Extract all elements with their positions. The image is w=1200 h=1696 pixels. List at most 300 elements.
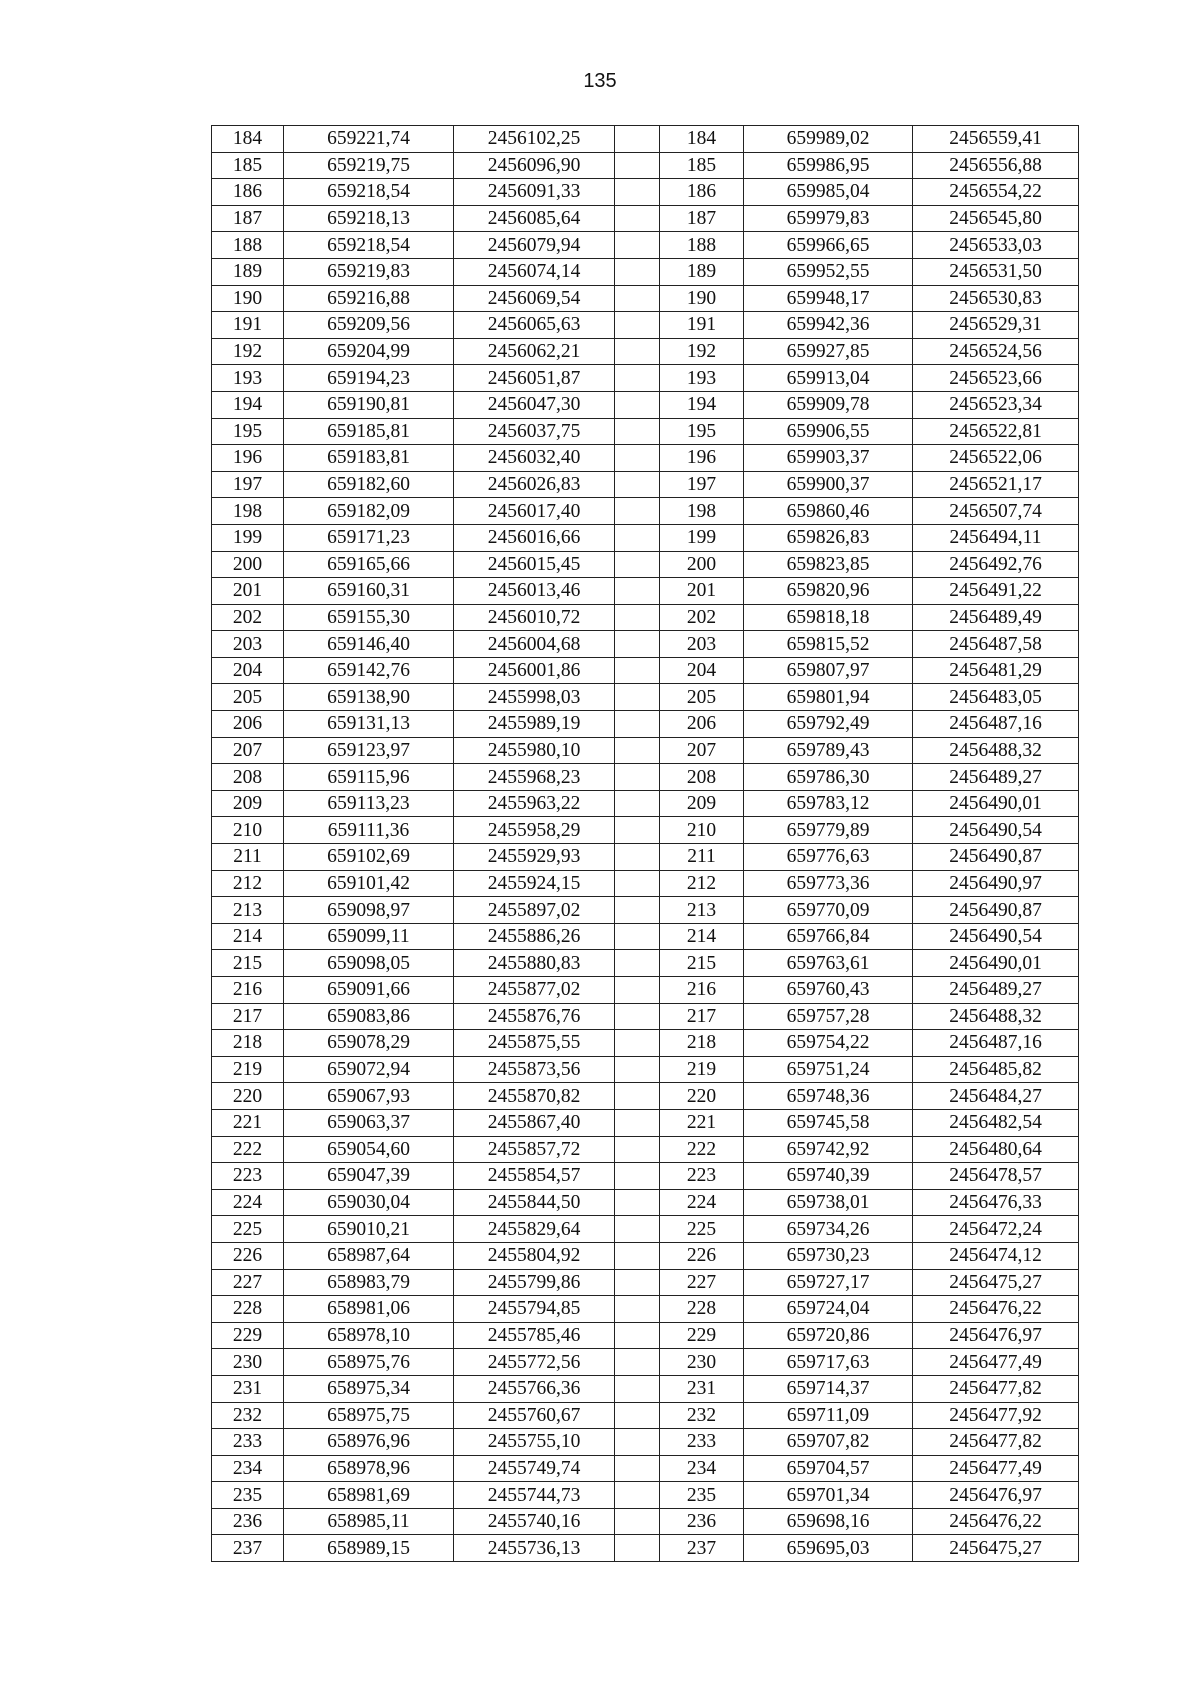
x-coordinate-cell: 659171,23 [284,524,454,551]
spacer-cell-cell [615,711,660,738]
spacer-cell-cell [615,1003,660,1030]
x-coordinate-cell: 659730,23 [744,1242,913,1269]
point-number-cell: 185 [660,152,744,179]
y-coordinate-cell: 2456524,56 [913,338,1079,365]
y-coordinate-cell: 2455924,15 [454,870,615,897]
x-coordinate-cell: 659789,43 [744,737,913,764]
spacer-cell-cell [615,1216,660,1243]
y-coordinate-cell: 2456521,17 [913,471,1079,498]
x-coordinate-cell: 659091,66 [284,977,454,1004]
y-coordinate-cell: 2456480,64 [913,1136,1079,1163]
point-number-cell: 219 [660,1056,744,1083]
x-coordinate-cell: 659218,13 [284,205,454,232]
point-number-cell: 199 [212,524,284,551]
x-coordinate-cell: 659098,97 [284,897,454,924]
x-coordinate-cell: 659204,99 [284,338,454,365]
y-coordinate-cell: 2456079,94 [454,232,615,259]
table-row [212,1003,1079,1030]
x-coordinate-cell: 659714,37 [744,1375,913,1402]
y-coordinate-cell: 2456001,86 [454,657,615,684]
point-number-cell: 186 [212,179,284,206]
x-coordinate-cell: 659099,11 [284,923,454,950]
point-number-cell: 191 [660,312,744,339]
y-coordinate-cell: 2455844,50 [454,1189,615,1216]
table-row [212,950,1079,977]
spacer-cell-cell [615,844,660,871]
x-coordinate-cell: 659711,09 [744,1402,913,1429]
table-row [212,1455,1079,1482]
y-coordinate-cell: 2455766,36 [454,1375,615,1402]
point-number-cell: 217 [660,1003,744,1030]
point-number-cell: 203 [660,631,744,658]
point-number-cell: 190 [660,285,744,312]
y-coordinate-cell: 2456069,54 [454,285,615,312]
x-coordinate-cell: 658989,15 [284,1535,454,1562]
table-row [212,205,1079,232]
table-row [212,737,1079,764]
table-row [212,126,1079,153]
y-coordinate-cell: 2456476,97 [913,1322,1079,1349]
spacer-cell-cell [615,764,660,791]
x-coordinate-cell: 658975,76 [284,1349,454,1376]
point-number-cell: 220 [212,1083,284,1110]
y-coordinate-cell: 2456494,11 [913,524,1079,551]
spacer-cell-cell [615,1030,660,1057]
y-coordinate-cell: 2456554,22 [913,179,1079,206]
spacer-cell-cell [615,1109,660,1136]
y-coordinate-cell: 2455794,85 [454,1296,615,1323]
spacer-cell-cell [615,365,660,392]
x-coordinate-cell: 659913,04 [744,365,913,392]
y-coordinate-cell: 2456489,27 [913,764,1079,791]
x-coordinate-cell: 658981,69 [284,1482,454,1509]
x-coordinate-cell: 658987,64 [284,1242,454,1269]
table-row [212,312,1079,339]
x-coordinate-cell: 659131,13 [284,711,454,738]
point-number-cell: 221 [212,1109,284,1136]
y-coordinate-cell: 2456475,27 [913,1535,1079,1562]
point-number-cell: 215 [660,950,744,977]
y-coordinate-cell: 2456489,27 [913,977,1079,1004]
spacer-cell-cell [615,1402,660,1429]
y-coordinate-cell: 2456489,49 [913,604,1079,631]
point-number-cell: 230 [660,1349,744,1376]
x-coordinate-cell: 659748,36 [744,1083,913,1110]
y-coordinate-cell: 2456490,87 [913,844,1079,871]
y-coordinate-cell: 2455772,56 [454,1349,615,1376]
x-coordinate-cell: 659218,54 [284,179,454,206]
x-coordinate-cell: 658976,96 [284,1429,454,1456]
x-coordinate-cell: 659102,69 [284,844,454,871]
x-coordinate-cell: 659067,93 [284,1083,454,1110]
y-coordinate-cell: 2456015,45 [454,551,615,578]
spacer-cell-cell [615,631,660,658]
point-number-cell: 215 [212,950,284,977]
table-row [212,1109,1079,1136]
point-number-cell: 211 [660,844,744,871]
x-coordinate-cell: 658975,75 [284,1402,454,1429]
x-coordinate-cell: 659695,03 [744,1535,913,1562]
x-coordinate-cell: 659985,04 [744,179,913,206]
x-coordinate-cell: 659704,57 [744,1455,913,1482]
point-number-cell: 196 [212,445,284,472]
coordinates-table [211,125,1079,1562]
point-number-cell: 229 [212,1322,284,1349]
table-row [212,445,1079,472]
table-row [212,604,1079,631]
point-number-cell: 192 [660,338,744,365]
y-coordinate-cell: 2456477,49 [913,1349,1079,1376]
spacer-cell-cell [615,1296,660,1323]
y-coordinate-cell: 2456481,29 [913,657,1079,684]
y-coordinate-cell: 2455755,10 [454,1429,615,1456]
spacer-cell-cell [615,1429,660,1456]
y-coordinate-cell: 2456523,34 [913,391,1079,418]
table-row [212,1429,1079,1456]
y-coordinate-cell: 2456492,76 [913,551,1079,578]
table-row [212,179,1079,206]
x-coordinate-cell: 659101,42 [284,870,454,897]
y-coordinate-cell: 2456476,22 [913,1508,1079,1535]
x-coordinate-cell: 659083,86 [284,1003,454,1030]
y-coordinate-cell: 2455857,72 [454,1136,615,1163]
x-coordinate-cell: 659701,34 [744,1482,913,1509]
table-row [212,365,1079,392]
point-number-cell: 187 [660,205,744,232]
x-coordinate-cell: 659766,84 [744,923,913,950]
x-coordinate-cell: 659807,97 [744,657,913,684]
y-coordinate-cell: 2456085,64 [454,205,615,232]
point-number-cell: 222 [212,1136,284,1163]
x-coordinate-cell: 659792,49 [744,711,913,738]
table-row [212,844,1079,871]
spacer-cell-cell [615,1349,660,1376]
point-number-cell: 189 [212,258,284,285]
point-number-cell: 207 [212,737,284,764]
spacer-cell-cell [615,1136,660,1163]
point-number-cell: 226 [660,1242,744,1269]
point-number-cell: 202 [212,604,284,631]
table-row [212,498,1079,525]
spacer-cell-cell [615,737,660,764]
x-coordinate-cell: 659909,78 [744,391,913,418]
y-coordinate-cell: 2456490,54 [913,923,1079,950]
y-coordinate-cell: 2456490,54 [913,817,1079,844]
spacer-cell-cell [615,1163,660,1190]
y-coordinate-cell: 2456522,06 [913,445,1079,472]
y-coordinate-cell: 2456096,90 [454,152,615,179]
y-coordinate-cell: 2456490,87 [913,897,1079,924]
y-coordinate-cell: 2455744,73 [454,1482,615,1509]
table-row [212,232,1079,259]
x-coordinate-cell: 659770,09 [744,897,913,924]
point-number-cell: 234 [660,1455,744,1482]
y-coordinate-cell: 2456559,41 [913,126,1079,153]
point-number-cell: 235 [212,1482,284,1509]
point-number-cell: 190 [212,285,284,312]
point-number-cell: 231 [660,1375,744,1402]
y-coordinate-cell: 2456487,16 [913,711,1079,738]
x-coordinate-cell: 659030,04 [284,1189,454,1216]
point-number-cell: 223 [660,1163,744,1190]
y-coordinate-cell: 2455877,02 [454,977,615,1004]
y-coordinate-cell: 2455897,02 [454,897,615,924]
y-coordinate-cell: 2456037,75 [454,418,615,445]
spacer-cell-cell [615,1482,660,1509]
table-row [212,1296,1079,1323]
table-row [212,471,1079,498]
x-coordinate-cell: 659776,63 [744,844,913,871]
spacer-cell-cell [615,977,660,1004]
point-number-cell: 207 [660,737,744,764]
x-coordinate-cell: 659948,17 [744,285,913,312]
y-coordinate-cell: 2455880,83 [454,950,615,977]
point-number-cell: 228 [212,1296,284,1323]
spacer-cell-cell [615,657,660,684]
table-row [212,152,1079,179]
point-number-cell: 198 [212,498,284,525]
y-coordinate-cell: 2456488,32 [913,1003,1079,1030]
point-number-cell: 184 [212,126,284,153]
point-number-cell: 233 [212,1429,284,1456]
table-row [212,1083,1079,1110]
y-coordinate-cell: 2456472,24 [913,1216,1079,1243]
x-coordinate-cell: 659860,46 [744,498,913,525]
y-coordinate-cell: 2456091,33 [454,179,615,206]
x-coordinate-cell: 659801,94 [744,684,913,711]
table-row [212,551,1079,578]
point-number-cell: 187 [212,205,284,232]
point-number-cell: 225 [212,1216,284,1243]
y-coordinate-cell: 2455963,22 [454,790,615,817]
point-number-cell: 227 [660,1269,744,1296]
y-coordinate-cell: 2455760,67 [454,1402,615,1429]
y-coordinate-cell: 2456065,63 [454,312,615,339]
point-number-cell: 197 [212,471,284,498]
x-coordinate-cell: 659010,21 [284,1216,454,1243]
table-row [212,977,1079,1004]
spacer-cell-cell [615,285,660,312]
table-row [212,524,1079,551]
table-row [212,285,1079,312]
spacer-cell-cell [615,391,660,418]
table-row [212,1030,1079,1057]
x-coordinate-cell: 659903,37 [744,445,913,472]
y-coordinate-cell: 2455958,29 [454,817,615,844]
x-coordinate-cell: 659216,88 [284,285,454,312]
x-coordinate-cell: 659182,60 [284,471,454,498]
y-coordinate-cell: 2456477,49 [913,1455,1079,1482]
x-coordinate-cell: 659724,04 [744,1296,913,1323]
point-number-cell: 234 [212,1455,284,1482]
table-row [212,1349,1079,1376]
spacer-cell-cell [615,418,660,445]
x-coordinate-cell: 659979,83 [744,205,913,232]
point-number-cell: 194 [660,391,744,418]
point-number-cell: 223 [212,1163,284,1190]
y-coordinate-cell: 2456074,14 [454,258,615,285]
table-row [212,418,1079,445]
x-coordinate-cell: 659763,61 [744,950,913,977]
spacer-cell-cell [615,524,660,551]
x-coordinate-cell: 658985,11 [284,1508,454,1535]
y-coordinate-cell: 2456010,72 [454,604,615,631]
point-number-cell: 205 [212,684,284,711]
spacer-cell-cell [615,498,660,525]
table-row [212,923,1079,950]
x-coordinate-cell: 659698,16 [744,1508,913,1535]
spacer-cell-cell [615,445,660,472]
x-coordinate-cell: 659927,85 [744,338,913,365]
y-coordinate-cell: 2455875,55 [454,1030,615,1057]
x-coordinate-cell: 659952,55 [744,258,913,285]
table-row [212,897,1079,924]
x-coordinate-cell: 659047,39 [284,1163,454,1190]
table-row [212,657,1079,684]
x-coordinate-cell: 659823,85 [744,551,913,578]
table-row [212,631,1079,658]
point-number-cell: 204 [212,657,284,684]
x-coordinate-cell: 659826,83 [744,524,913,551]
y-coordinate-cell: 2456476,22 [913,1296,1079,1323]
point-number-cell: 229 [660,1322,744,1349]
x-coordinate-cell: 659078,29 [284,1030,454,1057]
x-coordinate-cell: 659209,56 [284,312,454,339]
x-coordinate-cell: 659115,96 [284,764,454,791]
y-coordinate-cell: 2456556,88 [913,152,1079,179]
spacer-cell-cell [615,1508,660,1535]
x-coordinate-cell: 659786,30 [744,764,913,791]
table-row [212,817,1079,844]
y-coordinate-cell: 2456477,82 [913,1429,1079,1456]
point-number-cell: 216 [212,977,284,1004]
point-number-cell: 193 [212,365,284,392]
point-number-cell: 189 [660,258,744,285]
y-coordinate-cell: 2456004,68 [454,631,615,658]
x-coordinate-cell: 659142,76 [284,657,454,684]
y-coordinate-cell: 2456477,82 [913,1375,1079,1402]
y-coordinate-cell: 2456507,74 [913,498,1079,525]
point-number-cell: 212 [212,870,284,897]
x-coordinate-cell: 658978,10 [284,1322,454,1349]
y-coordinate-cell: 2456016,66 [454,524,615,551]
y-coordinate-cell: 2456475,27 [913,1269,1079,1296]
point-number-cell: 224 [660,1189,744,1216]
point-number-cell: 196 [660,445,744,472]
x-coordinate-cell: 659942,36 [744,312,913,339]
y-coordinate-cell: 2456531,50 [913,258,1079,285]
table-row [212,870,1079,897]
point-number-cell: 235 [660,1482,744,1509]
spacer-cell-cell [615,126,660,153]
y-coordinate-cell: 2456047,30 [454,391,615,418]
point-number-cell: 236 [212,1508,284,1535]
y-coordinate-cell: 2455870,82 [454,1083,615,1110]
point-number-cell: 225 [660,1216,744,1243]
spacer-cell-cell [615,551,660,578]
spacer-cell-cell [615,1375,660,1402]
y-coordinate-cell: 2456488,32 [913,737,1079,764]
y-coordinate-cell: 2455968,23 [454,764,615,791]
coordinates-table-body [212,126,1079,1562]
point-number-cell: 202 [660,604,744,631]
point-number-cell: 195 [660,418,744,445]
spacer-cell-cell [615,1322,660,1349]
y-coordinate-cell: 2456474,12 [913,1242,1079,1269]
point-number-cell: 195 [212,418,284,445]
point-number-cell: 188 [660,232,744,259]
table-row [212,1189,1079,1216]
y-coordinate-cell: 2456545,80 [913,205,1079,232]
point-number-cell: 198 [660,498,744,525]
point-number-cell: 226 [212,1242,284,1269]
x-coordinate-cell: 659745,58 [744,1109,913,1136]
point-number-cell: 236 [660,1508,744,1535]
y-coordinate-cell: 2456485,82 [913,1056,1079,1083]
x-coordinate-cell: 659760,43 [744,977,913,1004]
table-row [212,258,1079,285]
y-coordinate-cell: 2456013,46 [454,578,615,605]
table-row [212,1375,1079,1402]
x-coordinate-cell: 659072,94 [284,1056,454,1083]
point-number-cell: 192 [212,338,284,365]
y-coordinate-cell: 2456483,05 [913,684,1079,711]
x-coordinate-cell: 659185,81 [284,418,454,445]
table-row [212,1216,1079,1243]
y-coordinate-cell: 2456478,57 [913,1163,1079,1190]
y-coordinate-cell: 2455749,74 [454,1455,615,1482]
x-coordinate-cell: 659820,96 [744,578,913,605]
y-coordinate-cell: 2456476,97 [913,1482,1079,1509]
point-number-cell: 209 [660,790,744,817]
point-number-cell: 227 [212,1269,284,1296]
spacer-cell-cell [615,179,660,206]
y-coordinate-cell: 2455980,10 [454,737,615,764]
y-coordinate-cell: 2455998,03 [454,684,615,711]
spacer-cell-cell [615,950,660,977]
spacer-cell-cell [615,1083,660,1110]
spacer-cell-cell [615,312,660,339]
point-number-cell: 201 [660,578,744,605]
y-coordinate-cell: 2455886,26 [454,923,615,950]
x-coordinate-cell: 659054,60 [284,1136,454,1163]
y-coordinate-cell: 2456533,03 [913,232,1079,259]
table-row [212,1163,1079,1190]
x-coordinate-cell: 659818,18 [744,604,913,631]
y-coordinate-cell: 2456487,58 [913,631,1079,658]
y-coordinate-cell: 2456102,25 [454,126,615,153]
x-coordinate-cell: 659194,23 [284,365,454,392]
point-number-cell: 210 [212,817,284,844]
x-coordinate-cell: 659111,36 [284,817,454,844]
spacer-cell-cell [615,232,660,259]
point-number-cell: 203 [212,631,284,658]
table-row [212,1136,1079,1163]
point-number-cell: 214 [212,923,284,950]
point-number-cell: 193 [660,365,744,392]
x-coordinate-cell: 659773,36 [744,870,913,897]
y-coordinate-cell: 2456017,40 [454,498,615,525]
point-number-cell: 237 [660,1535,744,1562]
point-number-cell: 237 [212,1535,284,1562]
x-coordinate-cell: 659182,09 [284,498,454,525]
spacer-cell-cell [615,604,660,631]
point-number-cell: 184 [660,126,744,153]
point-number-cell: 205 [660,684,744,711]
y-coordinate-cell: 2456529,31 [913,312,1079,339]
x-coordinate-cell: 659727,17 [744,1269,913,1296]
x-coordinate-cell: 659757,28 [744,1003,913,1030]
